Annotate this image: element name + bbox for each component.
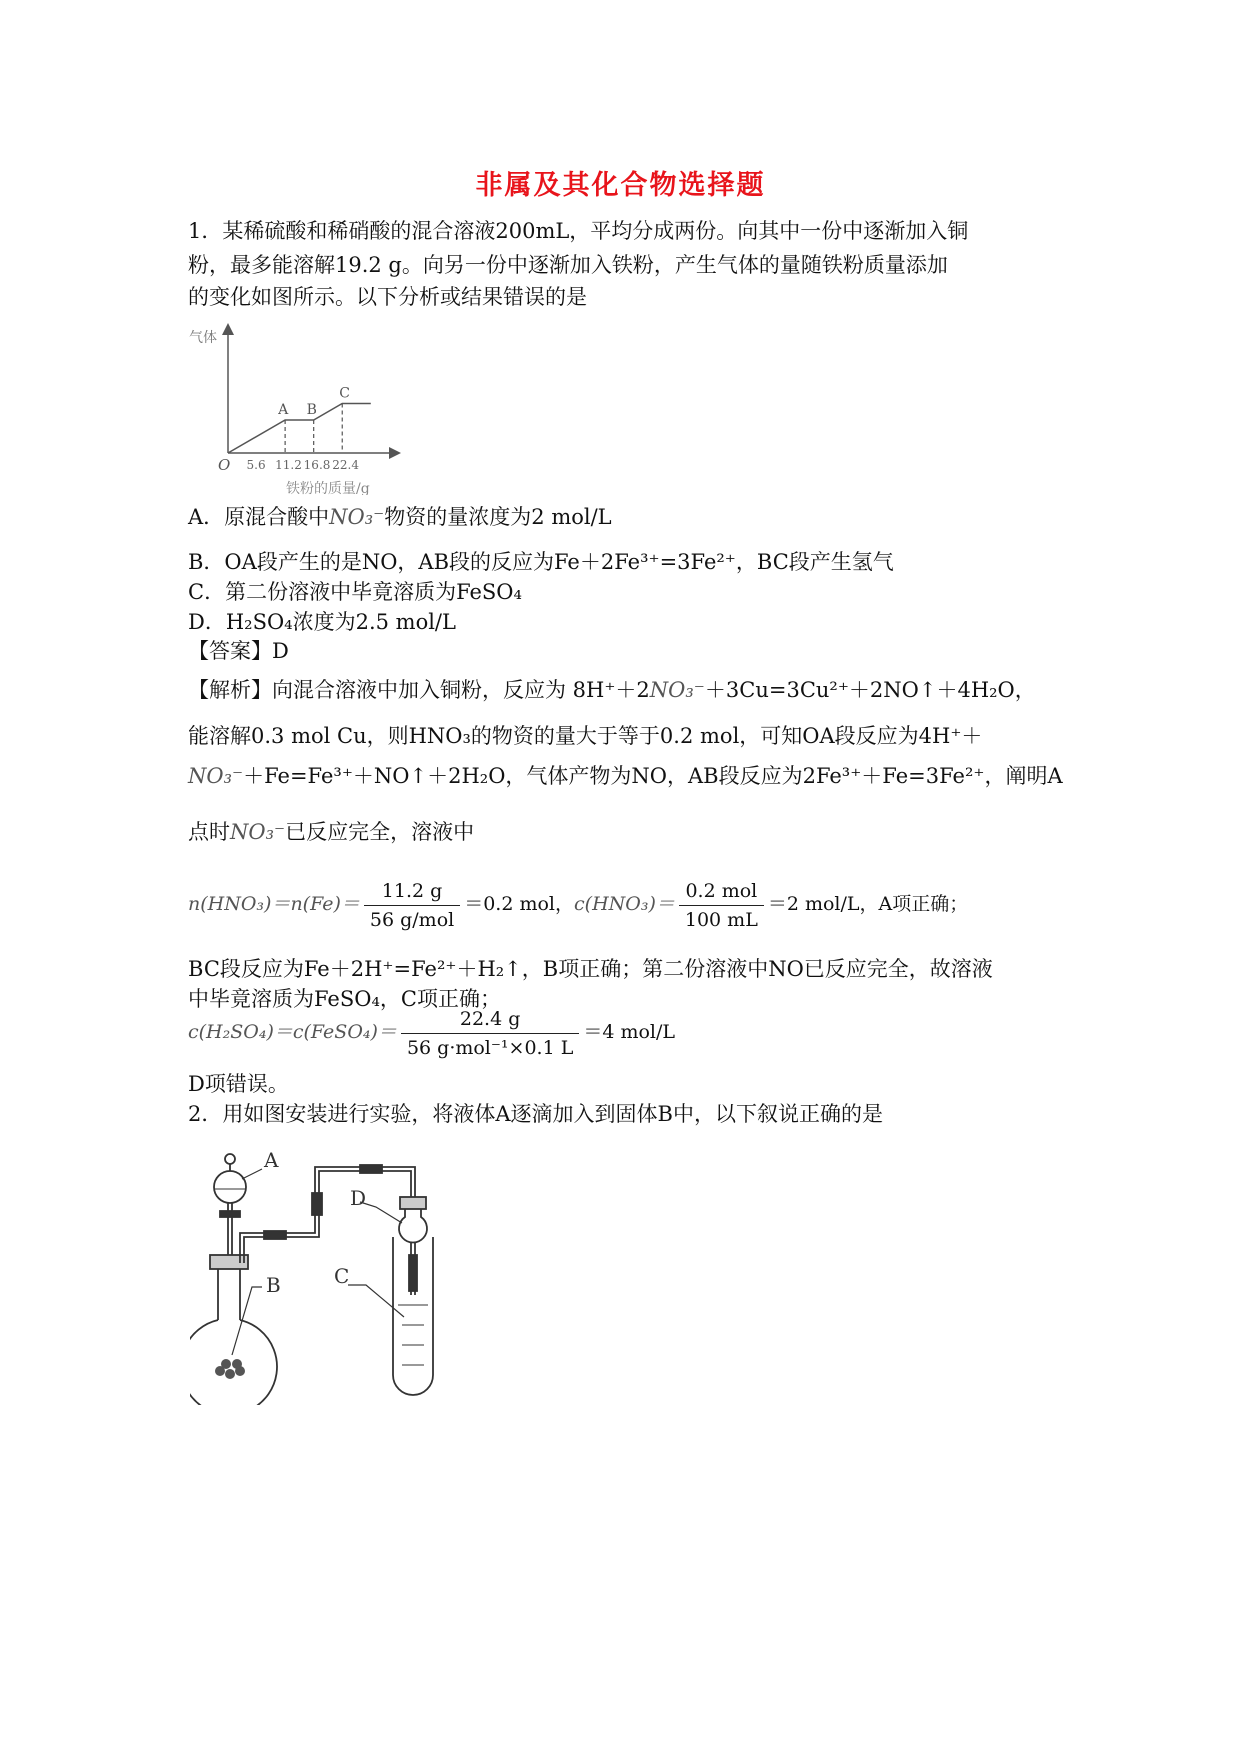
q1-stem-line-2: 粉，最多能溶解19.2 g。向另一份中逐渐加入铁粉，产生气体的量随铁粉质量添加 <box>188 253 948 277</box>
answer-label: 【答案】D <box>188 639 289 663</box>
option-a: A．原混合酸中NO₃⁻物资的量浓度为2 mol/L <box>188 505 612 529</box>
nitrate-formula: NO₃⁻ <box>230 820 286 844</box>
x-tick-label: 22.4 <box>332 458 359 472</box>
x-tick-label: 16.8 <box>303 458 331 472</box>
point-labels <box>277 386 350 419</box>
equation-h2so4: c(H₂SO₄)＝c(FeSO₄)＝ $\frac{22.4 g}{\text{56 g·mol⁻¹×0.1 L}}$ ＝4 mol/L <box>188 1007 676 1059</box>
equation-hno3: n(HNO₃)＝n(Fe)＝ $\frac{11.2 g}{\text{56 g/mol}}$ ＝0.2 mol，c(HNO₃)＝ $\frac{\text{0.2 mol}}{100 mL}$ ＝2 mol/L，A项正确； <box>188 879 969 931</box>
label-c: C <box>334 1264 350 1288</box>
q1-stem-line-1: 1．某稀硫酸和稀硝酸的混合溶液200mL，平均分成两份。向其中一份中逐渐加入铜 <box>188 219 969 243</box>
point-label: A <box>278 402 289 418</box>
nitrate-formula: NO₃⁻ <box>329 505 385 529</box>
analysis-line-3: NO₃⁻＋Fe=Fe³⁺＋NO↑＋2H₂O，气体产物为NO，AB段反应为2Fe³⁺＋Fe=3Fe²⁺，阐明A <box>188 764 1063 788</box>
option-d: D．H₂SO₄浓度为2.5 mol/L <box>188 610 456 634</box>
analysis-line-4: 点时NO₃⁻已反应完全，溶液中 <box>188 820 475 844</box>
label-d: D <box>350 1186 367 1210</box>
nitrate-formula: NO₃⁻ <box>649 678 705 702</box>
fraction-sulfate: $\frac{22.4 g}{\text{56 g·mol⁻¹×0.1 L}}$ <box>401 1007 579 1060</box>
x-tick-label: 5.6 <box>246 458 266 472</box>
page-title: 非属及其化合物选择题 <box>475 170 766 201</box>
option-b: B．OA段产生的是NO，AB段的反应为Fe＋2Fe³⁺=3Fe²⁺，BC段产生氢气 <box>188 550 894 574</box>
point-label: C <box>339 385 350 402</box>
graph-xlabel: 铁粉的质量/g <box>286 481 370 495</box>
analysis-line-6: 中毕竟溶质为FeSO₄，C项正确； <box>188 987 501 1011</box>
q1-stem-line-3: 的变化如图所示。以下分析或结果错误的是 <box>188 285 587 309</box>
graph-ylabel: 气体 <box>189 330 217 346</box>
analysis-line-7: D项错误。 <box>188 1072 289 1096</box>
option-c: C．第二份溶液中毕竟溶质为FeSO₄ <box>188 580 522 604</box>
x-tick-label: 11.2 <box>275 458 302 472</box>
q2-stem: 2．用如图安装进行实验，将液体A逐滴加入到固体B中，以下叙说正确的是 <box>188 1102 883 1126</box>
iron-powder-gas-graph <box>186 320 416 495</box>
nitrate-formula: NO₃⁻ <box>188 764 244 788</box>
point-label: B <box>306 402 317 418</box>
graph-origin: O <box>218 456 231 474</box>
label-a: A <box>264 1148 279 1172</box>
analysis-line-2: 能溶解0.3 mol Cu，则HNO₃的物资的量大于等于0.2 mol，可知OA段反应为4H⁺＋ <box>188 724 983 748</box>
fraction-concentration: $\frac{\text{0.2 mol}}{100 mL}$ <box>679 879 764 932</box>
x-tick-labels <box>247 458 360 472</box>
label-b: B <box>266 1273 281 1297</box>
apparatus-diagram <box>190 1145 520 1405</box>
gas-curve <box>228 404 371 454</box>
analysis-line-1: 【解析】向混合溶液中加入铜粉，反应为 8H⁺＋2NO₃⁻＋3Cu=3Cu²⁺＋2NO↑＋4H₂O， <box>188 678 1036 702</box>
analysis-line-5: BC段反应为Fe＋2H⁺=Fe²⁺＋H₂↑，B项正确；第二份溶液中NO已反应完全，故溶液 <box>188 957 993 981</box>
fraction-iron: $\frac{11.2 g}{\text{56 g/mol}}$ <box>364 879 460 932</box>
